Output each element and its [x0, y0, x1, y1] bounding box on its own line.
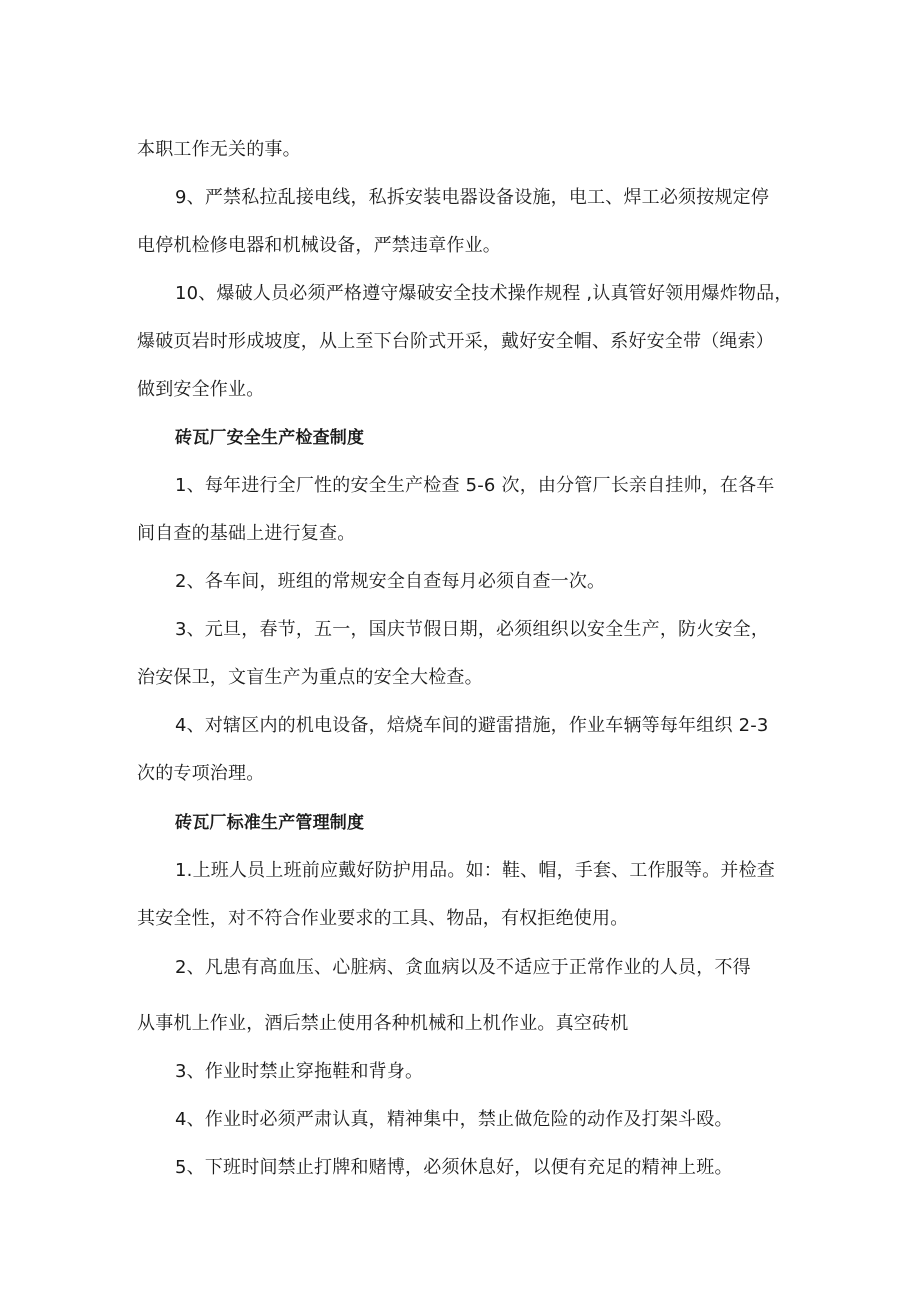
paragraph-line: 4、作业时必须严肃认真，精神集中，禁止做危险的动作及打架斗殴。: [175, 1109, 733, 1130]
paragraph-line: 其安全性，对不符合作业要求的工具、物品，有权拒绝使用。: [137, 908, 629, 929]
section-heading: 砖瓦厂标准生产管理制度: [175, 813, 365, 833]
paragraph-line: 2、凡患有高血压、心脏病、贪血病以及不适应于正常作业的人员，不得: [175, 957, 751, 978]
paragraph-line: 从事机上作业，酒后禁止使用各种机械和上机作业。真空砖机: [137, 1013, 629, 1034]
section-heading: 砖瓦厂安全生产检查制度: [175, 428, 365, 448]
paragraph-line: 3、元旦，春节，五一，国庆节假日期，必须组织以安全生产，防火安全，: [175, 619, 770, 640]
paragraph-line: 10、爆破人员必须严格遵守爆破安全技术操作规程 ,认真管好领用爆炸物品，: [175, 283, 793, 304]
paragraph-line: 间自查的基础上进行复查。: [137, 523, 356, 544]
paragraph-line: 9、严禁私拉乱接电线，私拆安装电器设备设施，电工、焊工必须按规定停: [175, 187, 770, 208]
paragraph-line: 5、下班时间禁止打牌和赌博，必须休息好，以便有充足的精神上班。: [175, 1157, 733, 1178]
paragraph-line: 本职工作无关的事。: [137, 139, 301, 160]
paragraph-line: 爆破页岩时形成坡度，从上至下台阶式开采，戴好安全帽、系好安全带（绳索）: [137, 331, 774, 352]
paragraph-line: 做到安全作业。: [137, 379, 265, 400]
paragraph-line: 1、每年进行全厂性的安全生产检查 5-6 次，由分管厂长亲自挂帅，在各车: [175, 475, 775, 496]
paragraph-line: 电停机检修电器和机械设备，严禁违章作业。: [137, 235, 501, 256]
paragraph-line: 4、对辖区内的机电设备，焙烧车间的避雷措施，作业车辆等每年组织 2-3: [175, 715, 769, 736]
paragraph-line: 治安保卫，文盲生产为重点的安全大检查。: [137, 667, 483, 688]
paragraph-line: 2、各车间，班组的常规安全自查每月必须自查一次。: [175, 571, 606, 592]
paragraph-line: 1.上班人员上班前应戴好防护用品。如：鞋、帽，手套、工作服等。并检查: [175, 860, 775, 881]
paragraph-line: 次的专项治理。: [137, 763, 265, 784]
paragraph-line: 3、作业时禁止穿拖鞋和背身。: [175, 1061, 424, 1082]
